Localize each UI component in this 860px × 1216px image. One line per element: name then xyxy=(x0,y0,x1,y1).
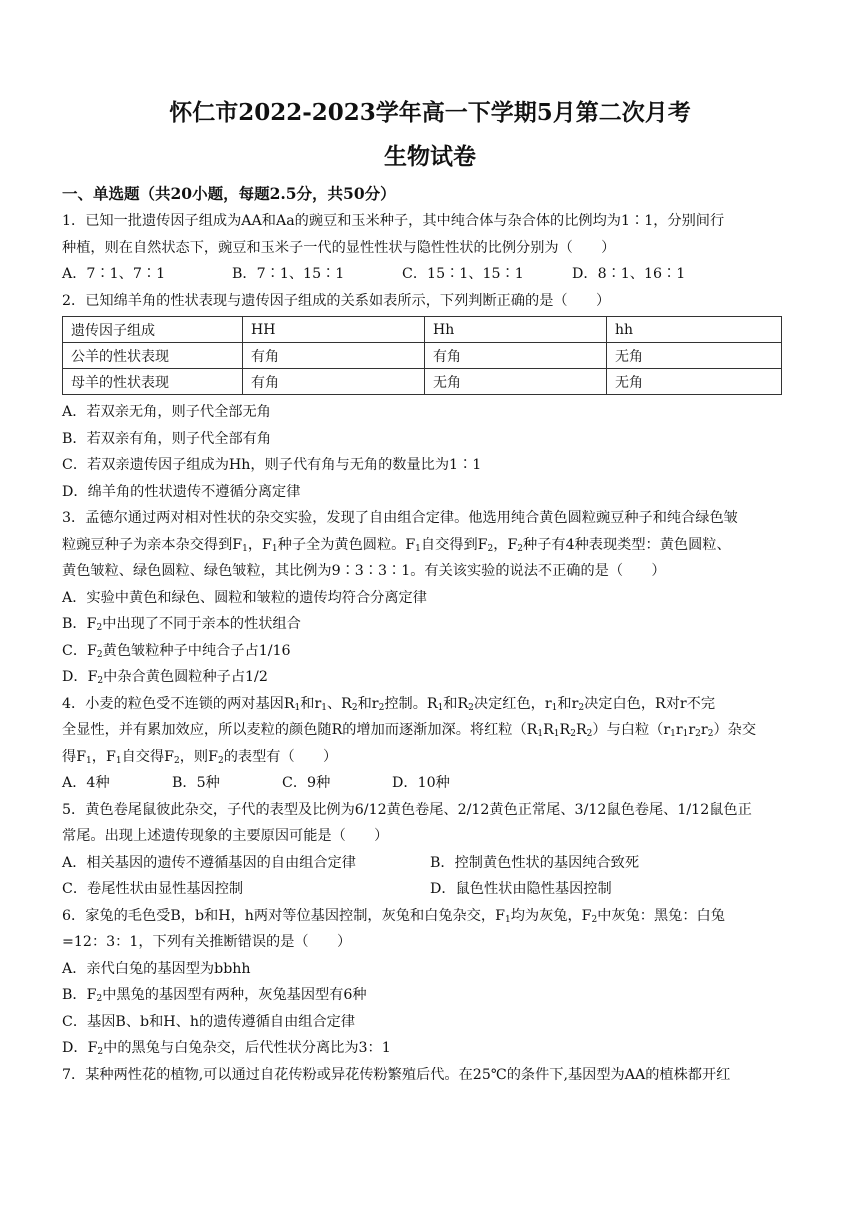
question-4-stem-line-2: 全显性，并有累加效应，所以麦粒的颜色随R的增加而逐渐加深。将红粒$(R_1R_1R_2R_2)$与白粒$(r_1r_1r_2r_2)$杂交 xyxy=(62,722,757,739)
question-5-options-row-1 xyxy=(62,850,798,877)
option-d[interactable]: D．鼠色性状由隐性基因控制 xyxy=(430,881,612,897)
question-2-stem: 2．已知绵羊角的性状表现与遗传因子组成的关系如表所示，下列判断正确的是（ ） xyxy=(62,292,611,309)
option-b[interactable]: B．$F_2$中黑兔的基因型有两种，灰兔基因型有6种 xyxy=(62,987,367,1004)
question-6 xyxy=(62,903,798,1062)
option-a[interactable]: A．相关基因的遗传不遵循基因的自由组合定律 xyxy=(62,854,356,871)
option-a[interactable]: A．亲代白兔的基因型为bbhh xyxy=(62,960,251,977)
question-6-stem-line-2: =12：3：1，下列有关推断错误的是（ ） xyxy=(62,934,352,950)
question-3-stem-line-1: 3．孟德尔通过两对相对性状的杂交实验，发现了自由组合定律。他选用纯合黄色圆粒豌豆种子和纯合绿色皱 xyxy=(62,510,738,526)
question-6-stem-line-1: 6．家兔的毛色受B，b和H，h两对等位基因控制，灰兔和白兔杂交，$F_1$均为灰兔，$F_2$中灰兔：黑兔：白兔 xyxy=(62,907,725,925)
option-a[interactable]: A．7∶1、7∶1 xyxy=(62,266,166,282)
option-d[interactable]: D．10种 xyxy=(392,775,450,791)
table-cell: 无角 xyxy=(425,369,607,395)
question-4-stem-line-3: 得$F_1$，$F_1$自交得$F_2$，则$F_2$的表型有（ ） xyxy=(62,748,338,766)
option-b[interactable]: B．若双亲有角，则子代全部有角 xyxy=(62,430,272,447)
option-c[interactable]: C．$F_2$黄色皱粒种子中纯合子占1/16 xyxy=(62,642,291,660)
option-c[interactable]: C．卷尾性状由显性基因控制 xyxy=(62,881,244,897)
question-5-stem-line-1: 5．黄色卷尾鼠彼此杂交，子代的表型及比例为6/12黄色卷尾、2/12黄色正常尾、3/12鼠色卷尾、1/12鼠色正 xyxy=(62,801,752,818)
exam-page xyxy=(62,96,798,1088)
option-c[interactable]: C．9种 xyxy=(282,775,331,791)
table-cell: Hh xyxy=(425,317,607,343)
table-cell: 遗传因子组成 xyxy=(63,317,243,343)
question-4 xyxy=(62,691,798,797)
question-5-stem-line-2: 常尾。出现上述遗传现象的主要原因可能是（ ） xyxy=(62,828,389,844)
option-b[interactable]: B．7∶1、15∶1 xyxy=(232,266,345,282)
table-row xyxy=(63,369,782,395)
table-row xyxy=(63,343,782,369)
question-7-stem-line-1: 7．某种两性花的植物,可以通过自花传粉或异花传粉繁殖后代。在25℃的条件下,基因型为AA的植株都开红 xyxy=(62,1066,731,1083)
question-5-options-row-2 xyxy=(62,876,798,903)
option-c[interactable]: C．若双亲遗传因子组成为Hh，则子代有角与无角的数量比为1∶1 xyxy=(62,457,482,473)
question-1 xyxy=(62,208,798,288)
question-4-stem-line-1: 4．小麦的粒色受不连锁的两对基因$R_1$和$r_1$、$R_2$和$r_2$控制。$R_1$和$R_2$决定红色，$r_1$和$r_2$决定白色，R对r不完 xyxy=(62,695,716,713)
option-b[interactable]: B．5种 xyxy=(172,775,220,791)
table-cell: 母羊的性状表现 xyxy=(63,369,243,395)
option-c[interactable]: C．15∶1、15∶1 xyxy=(402,266,524,282)
option-a[interactable]: A．实验中黄色和绿色、圆粒和皱粒的遗传均符合分离定律 xyxy=(62,589,427,606)
table-cell: 有角 xyxy=(243,343,425,369)
question-3 xyxy=(62,505,798,691)
option-d[interactable]: D．$F_2$中杂合黄色圆粒种子占1/2 xyxy=(62,669,268,686)
question-5 xyxy=(62,797,798,903)
question-3-stem-line-3: 黄色皱粒、绿色圆粒、绿色皱粒，其比例为9∶3∶3∶1。有关该实验的说法不正确的是（ ） xyxy=(62,563,666,579)
option-a[interactable]: A．若双亲无角，则子代全部无角 xyxy=(62,404,271,420)
option-b[interactable]: B．控制黄色性状的基因纯合致死 xyxy=(430,854,640,871)
option-d[interactable]: D．$F_2$中的黑兔与白兔杂交，后代性状分离比为3：1 xyxy=(62,1040,391,1057)
exam-subtitle: 生物试卷 xyxy=(384,143,476,170)
table-cell: HH xyxy=(243,317,425,343)
option-c[interactable]: C．基因B、b和H、h的遗传遵循自由组合定律 xyxy=(62,1013,356,1030)
exam-title: 怀仁市2022-2023学年高一下学期5月第二次月考 xyxy=(169,99,691,126)
table-cell: 公羊的性状表现 xyxy=(63,343,243,369)
option-b[interactable]: B．$F_2$中出现了不同于亲本的性状组合 xyxy=(62,616,301,633)
section-heading: 一、单选题（共20小题，每题2.5分，共50分） xyxy=(62,184,396,203)
table-cell: 有角 xyxy=(243,369,425,395)
table-cell: 无角 xyxy=(607,343,782,369)
question-4-options xyxy=(62,770,798,797)
table-cell: 有角 xyxy=(425,343,607,369)
question-1-options xyxy=(62,261,798,288)
question-7 xyxy=(62,1062,798,1089)
question-1-stem-line-2: 种植，则在自然状态下，豌豆和玉米子一代的显性性状与隐性性状的比例分别为（ ） xyxy=(62,239,616,256)
question-3-stem-line-2: 粒豌豆种子为亲本杂交得到$F_1$，$F_1$种子全为黄色圆粒。$F_1$自交得到$F_2$，$F_2$种子有4种表现类型：黄色圆粒、 xyxy=(62,536,731,554)
option-d[interactable]: D．8∶1、16∶1 xyxy=(572,266,686,282)
option-d[interactable]: D．绵羊角的性状遗传不遵循分离定律 xyxy=(62,483,301,500)
table-cell: 无角 xyxy=(607,369,782,395)
table-cell: hh xyxy=(607,317,782,343)
table-row xyxy=(63,317,782,343)
option-a[interactable]: A．4种 xyxy=(62,775,110,791)
genotype-table xyxy=(62,316,782,395)
question-2 xyxy=(62,288,798,506)
question-1-stem-line-1: 1．已知一批遗传因子组成为AA和Aa的豌豆和玉米种子，其中纯合体与杂合体的比例均为1∶1，分别间行 xyxy=(62,213,725,229)
